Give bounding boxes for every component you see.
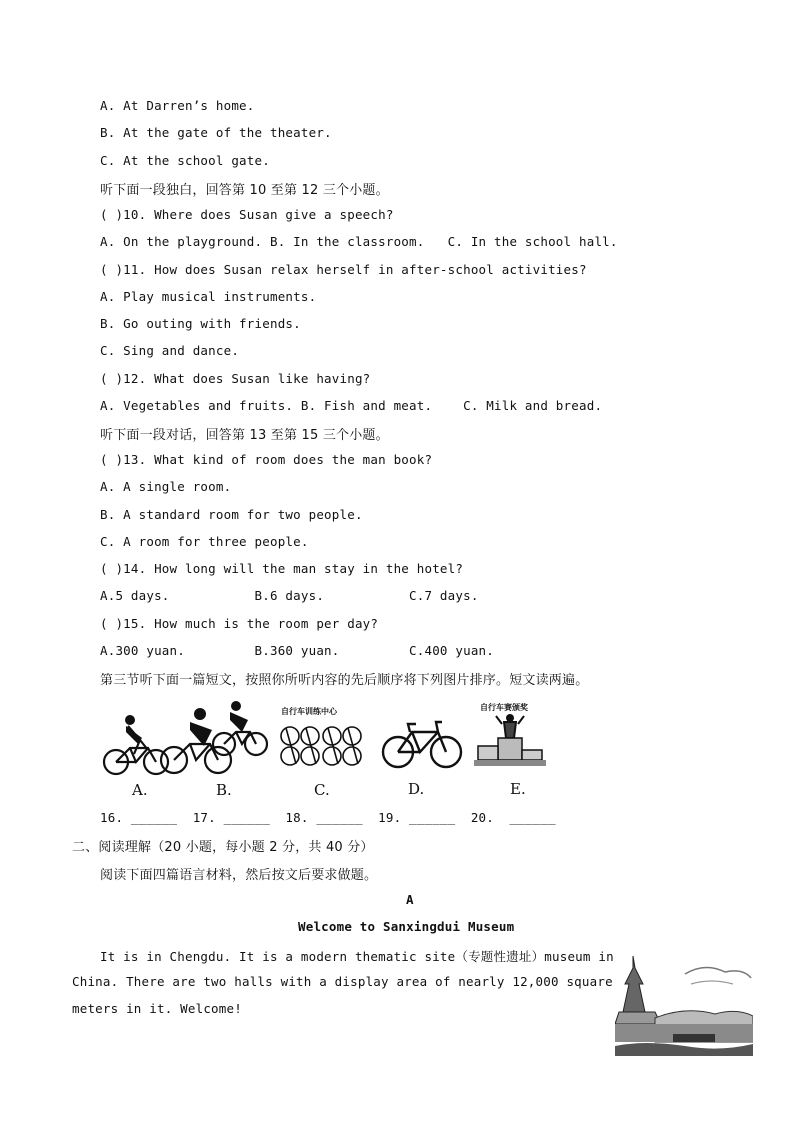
- line-26: A: [406, 892, 414, 907]
- line-18: ( )14. How long will the man stay in the hotel?: [100, 561, 464, 576]
- line-07: ( )11. How does Susan relax herself in after-school activities?: [100, 262, 587, 277]
- line-15: A. A single room.: [100, 479, 232, 494]
- line-06: A. On the playground. B. In the classroom. C. In the school hall.: [100, 234, 618, 249]
- line-30: meters in it. Welcome!: [72, 1001, 242, 1016]
- picture-e-podium: [474, 712, 546, 770]
- line-04: 听下面一段独白，回答第 10 至第 12 三个小题。: [100, 183, 389, 198]
- line-10: C. Sing and dance.: [100, 343, 240, 358]
- line-13: 听下面一段对话，回答第 13 至第 15 三个小题。: [100, 428, 389, 443]
- line-27: Welcome to Sanxingdui Museum: [298, 919, 515, 934]
- picture-c-training-center: [276, 716, 366, 774]
- line-02: B. At the gate of the theater.: [100, 125, 332, 140]
- line-12: A. Vegetables and fruits. B. Fish and meat. C. Milk and bread.: [100, 398, 603, 413]
- picture-e-caption: 自行车赛颁奖: [480, 703, 528, 712]
- line-28: It is in Chengdu. It is a modern thematic site（专题性遗址）museum in: [100, 949, 614, 964]
- picture-c-caption: 自行车训练中心: [281, 707, 337, 716]
- line-08: A. Play musical instruments.: [100, 289, 317, 304]
- line-03: C. At the school gate.: [100, 153, 270, 168]
- picture-e-label: E.: [510, 780, 526, 798]
- picture-c-label: C.: [314, 781, 330, 799]
- line-29: China. There are two halls with a display area of nearly 12,000 square: [72, 974, 613, 989]
- picture-d-label: D.: [408, 780, 425, 798]
- picture-a-label: A.: [132, 781, 148, 799]
- line-24: 二、阅读理解（20 小题，每小题 2 分，共 40 分）: [72, 840, 374, 855]
- line-23: 16. ______ 17. ______ 18. ______ 19. ______ 20. ______: [100, 810, 556, 825]
- picture-b-label: B.: [216, 781, 232, 799]
- line-19: A.5 days. B.6 days. C.7 days.: [100, 588, 479, 603]
- line-05: ( )10. Where does Susan give a speech?: [100, 207, 394, 222]
- line-20: ( )15. How much is the room per day?: [100, 616, 379, 631]
- line-14: ( )13. What kind of room does the man book?: [100, 452, 433, 467]
- line-01: A. At Darren’s home.: [100, 98, 255, 113]
- line-16: B. A standard room for two people.: [100, 507, 363, 522]
- line-25: 阅读下面四篇语言材料，然后按文后要求做题。: [100, 868, 378, 883]
- line-21: A.300 yuan. B.360 yuan. C.400 yuan.: [100, 643, 495, 658]
- museum-picture: [615, 954, 753, 1056]
- line-17: C. A room for three people.: [100, 534, 309, 549]
- line-09: B. Go outing with friends.: [100, 316, 301, 331]
- line-22: 第三节听下面一篇短文，按照你所听内容的先后顺序将下列图片排序。短文读两遍。: [100, 673, 589, 688]
- picture-d-bicycle: [380, 712, 464, 772]
- line-11: ( )12. What does Susan like having?: [100, 371, 371, 386]
- picture-b-two-cyclists: [156, 700, 268, 778]
